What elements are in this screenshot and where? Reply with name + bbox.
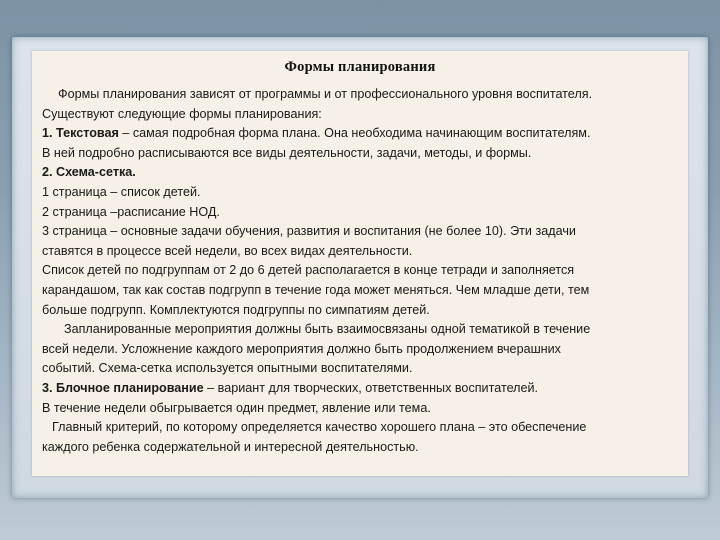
content-card	[32, 51, 688, 476]
paragraph-line: всей недели. Усложнение каждого мероприятия должно быть продолжением вчерашних	[42, 341, 561, 356]
paragraph-line: Существуют следующие формы планирования:	[42, 106, 322, 121]
paragraph-line: Запланированные мероприятия должны быть взаимосвязаны одной тематикой в течение	[64, 322, 591, 337]
paragraph-line: Главный критерий, по которому определяется качество хорошего плана – это обеспечение	[52, 420, 587, 435]
paragraph-line	[42, 163, 688, 183]
paragraph-line: В ней подробно расписываются все виды деятельности, задачи, методы, и формы.	[42, 145, 532, 160]
paragraph-line: каждого ребенка содержательной и интересной деятельностью.	[42, 439, 419, 454]
paragraph-line: 3. Блочное планирование – вариант для творческих, ответственных воспитателей.	[42, 380, 539, 395]
paragraph-line: событий. Схема-сетка используется опытными воспитателями.	[42, 361, 413, 376]
paragraph-line: больше подгрупп. Комплектуются подгруппы по симпатиям детей.	[42, 302, 430, 317]
page-title: Формы планирования	[284, 59, 436, 75]
paragraph-line: карандашом, так как состав подгрупп в течение года может меняться. Чем младше дети, тем	[42, 282, 590, 297]
section-heading: 1. Текстовая	[42, 126, 119, 141]
text-body	[42, 85, 688, 457]
section-heading: 3. Блочное планирование	[42, 380, 204, 395]
paragraph-line: Список детей по подгруппам от 2 до 6 детей располагается в конце тетради и заполняется	[42, 263, 575, 278]
paragraph-line: Формы планирования зависят от программы и от профессионального уровня воспитателя.	[58, 87, 593, 101]
paragraph-line: В течение недели обыгрывается один предмет, явление или тема.	[42, 400, 431, 415]
paragraph-line: 1 страница – список детей.	[42, 184, 201, 199]
paragraph-line: 1. Текстовая – самая подробная форма плана. Она необходима начинающим воспитателям.	[42, 126, 591, 141]
section-heading: 2. Схема-сетка.	[42, 165, 136, 180]
paragraph-line: 2 страница –расписание НОД.	[42, 204, 220, 219]
paragraph-line: 3 страница – основные задачи обучения, развития и воспитания (не более 10). Эти задачи	[42, 224, 576, 239]
paragraph-line: ставятся в процессе всей недели, во всех видах деятельности.	[42, 243, 413, 258]
